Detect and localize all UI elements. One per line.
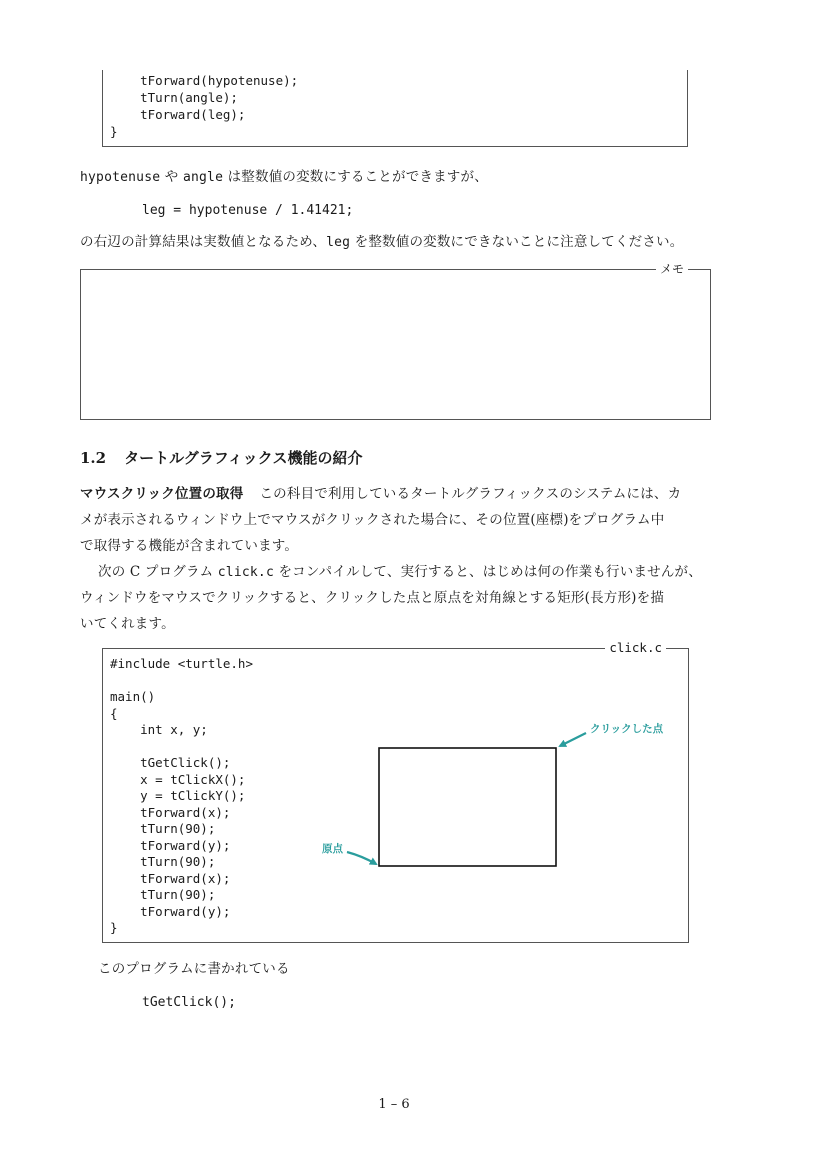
paragraph-line: メが表示されるウィンドウ上でマウスがクリックされた場合に、その位置(座標)をプログラム中 bbox=[80, 512, 665, 528]
code-line: tForward(x); bbox=[110, 870, 231, 886]
paragraph-line: いてくれます。 bbox=[80, 616, 175, 632]
clicked-point-arrow bbox=[560, 733, 586, 746]
code-line: } bbox=[110, 920, 118, 935]
paragraph: hypotenuse や angle は整数値の変数にすることができますが、 bbox=[80, 169, 488, 185]
code-line: main() bbox=[110, 689, 156, 704]
code-line: } bbox=[110, 124, 118, 139]
code-line: tForward(y); bbox=[110, 903, 231, 919]
code-line: #include <turtle.h> bbox=[110, 656, 253, 671]
code-line: tForward(x); bbox=[110, 804, 231, 820]
section-number: 1.2 bbox=[80, 449, 107, 467]
code-line: { bbox=[110, 705, 118, 721]
origin-label: 原点 bbox=[322, 843, 343, 855]
memo-title: メモ bbox=[656, 261, 688, 277]
paragraph: 次の C プログラム click.c をコンパイルして、実行すると、はじめは何の作業も行いませんが、 bbox=[98, 564, 702, 580]
inline-code: angle bbox=[182, 170, 224, 185]
inline-code: click.c bbox=[217, 565, 274, 580]
code-line: tForward(leg); bbox=[110, 107, 246, 122]
code-line: int x, y; bbox=[110, 722, 208, 737]
code-line: tTurn(90); bbox=[110, 854, 216, 869]
code-line: tTurn(90); bbox=[110, 887, 216, 902]
paragraph: このプログラムに書かれている bbox=[98, 961, 290, 977]
code-line: tForward(y); bbox=[110, 837, 231, 853]
paragraph-line: ウィンドウをマウスでクリックすると、クリックした点と原点を対角線とする矩形(長方形)を描 bbox=[80, 590, 665, 606]
section-title: タートルグラフィックス機能の紹介 bbox=[124, 449, 363, 467]
code-line: tForward(hypotenuse); bbox=[110, 73, 299, 88]
drawn-rectangle bbox=[379, 748, 556, 866]
inline-code: hypotenuse bbox=[80, 170, 161, 185]
page-number: 1 – 6 bbox=[378, 1097, 410, 1112]
code-line: x = tClickX(); bbox=[110, 771, 246, 787]
code-line: tGetClick(); bbox=[142, 995, 236, 1010]
clicked-point-label: クリックした点 bbox=[590, 723, 664, 735]
inline-code: leg bbox=[326, 235, 351, 250]
paragraph: マウスクリック位置の取得 この科目で利用しているタートルグラフィックスのシステムには、カ bbox=[80, 486, 682, 502]
formula-code: leg = hypotenuse / 1.41421; bbox=[142, 203, 354, 218]
code-listing-title: click.c bbox=[605, 640, 666, 656]
paragraph-heading: マウスクリック位置の取得 bbox=[80, 486, 244, 502]
code-line: tTurn(angle); bbox=[110, 90, 238, 105]
code-line: tTurn(90); bbox=[110, 821, 216, 836]
paragraph: の右辺の計算結果は実数値となるため、leg を整数値の変数にできないことに注意してください。 bbox=[80, 234, 684, 250]
paragraph-line: で取得する機能が含まれています。 bbox=[80, 538, 299, 554]
origin-arrow bbox=[347, 852, 376, 864]
code-line: y = tClickY(); bbox=[110, 788, 246, 803]
code-line: tGetClick(); bbox=[110, 755, 231, 770]
